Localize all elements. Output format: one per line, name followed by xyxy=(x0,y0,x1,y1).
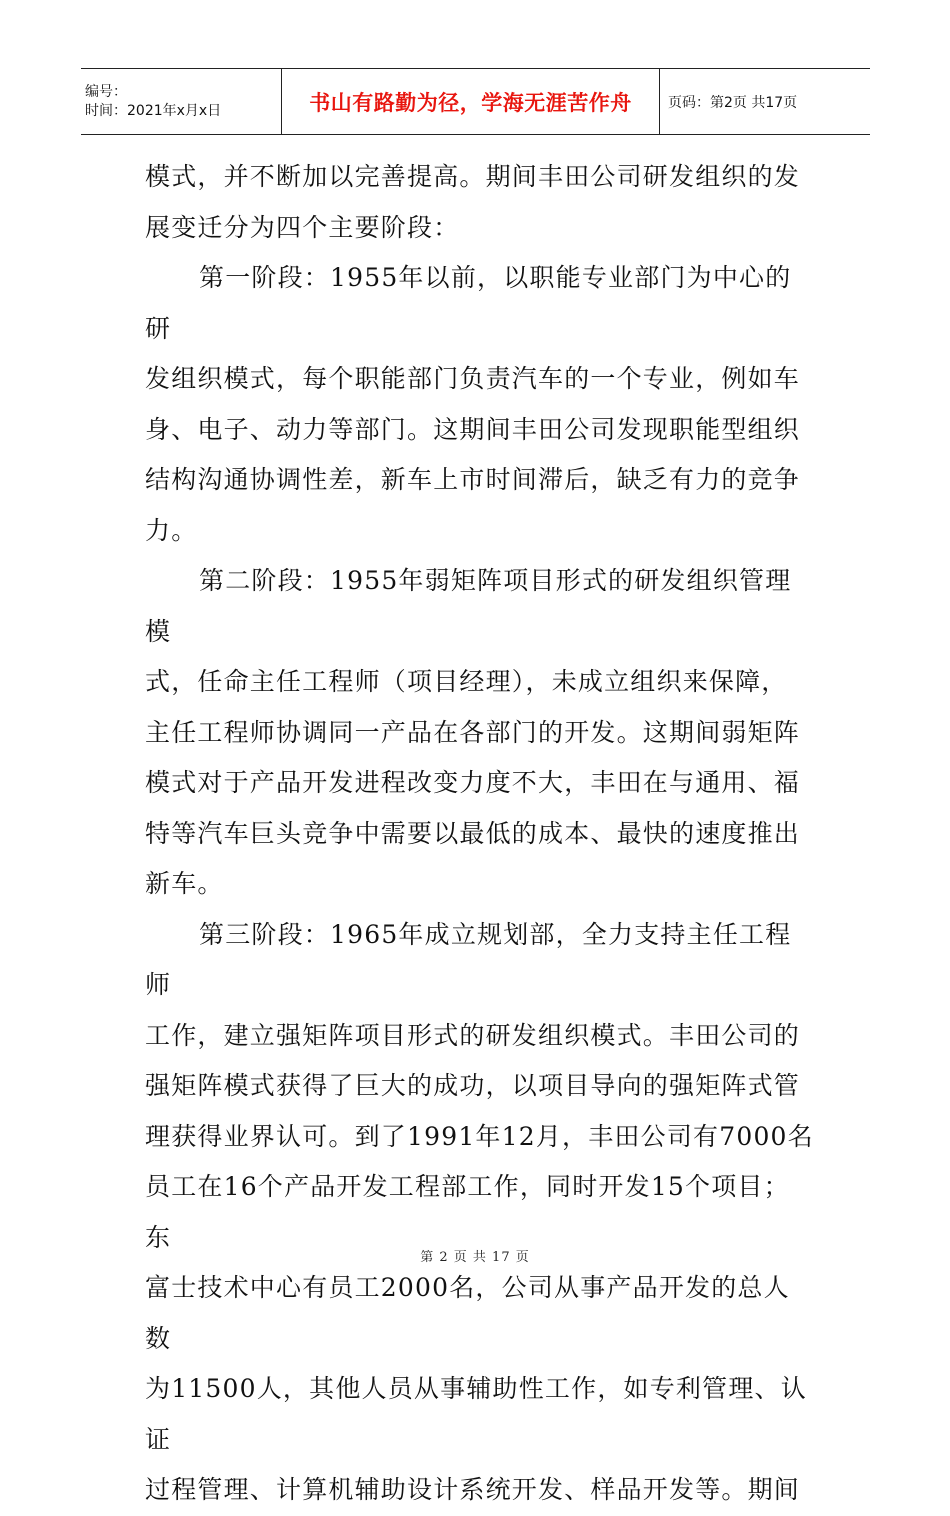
body-line: 式，任命主任工程师（项目经理），未成立组织来保障， xyxy=(145,667,788,696)
page-header xyxy=(81,68,870,135)
body-line: 富士技术中心有员工2000名，公司从事产品开发的总人数 xyxy=(145,1273,790,1353)
body-text xyxy=(145,152,815,1516)
body-line: 理获得业界认可。到了1991年12月，丰田公司有7000名 xyxy=(145,1121,814,1151)
body-line: 主任工程师协调同一产品在各部门的开发。这期间弱矩阵 xyxy=(145,717,801,747)
body-line: 特等汽车巨头竞争中需要以最低的成本、最快的速度推出 xyxy=(145,818,801,848)
body-line: 发组织模式，每个职能部门负责汽车的一个专业，例如车 xyxy=(145,364,801,393)
number-label: 编号： xyxy=(85,83,127,100)
header-meta xyxy=(81,69,282,134)
body-line: 身、电子、动力等部门。这期间丰田公司发现职能型组织 xyxy=(145,414,801,444)
page-footer: 第 2 页 共 17 页 xyxy=(420,1250,530,1265)
body-line: 为11500人，其他人员从事辅助性工作，如专利管理、认证 xyxy=(145,1374,807,1454)
body-line: 模式，并不断加以完善提高。期间丰田公司研发组织的发 xyxy=(145,162,801,191)
body-line: 力。 xyxy=(145,515,198,545)
body-line: 第一阶段：1955年以前，以职能专业部门为中心的研 xyxy=(145,263,792,343)
header-motto-cell xyxy=(282,69,660,134)
body-line: 第二阶段：1955年弱矩阵项目形式的研发组织管理模 xyxy=(145,566,792,646)
body-line: 结构沟通协调性差，新车上市时间滞后，缺乏有力的竞争 xyxy=(145,465,801,494)
body-line: 工作，建立强矩阵项目形式的研发组织模式。丰田公司的 xyxy=(145,1020,801,1050)
body-line: 新车。 xyxy=(145,869,224,898)
time-label: 时间：2021年x月x日 xyxy=(85,102,222,119)
body-line: 员工在16个产品开发工程部工作，同时开发15个项目；东 xyxy=(145,1172,790,1252)
body-line: 第三阶段：1965年成立规划部，全力支持主任工程师 xyxy=(145,919,792,999)
body-line: 强矩阵模式获得了巨大的成功，以项目导向的强矩阵式管 xyxy=(145,1071,801,1100)
page-info-text: 页码：第2页 共17页 xyxy=(668,94,798,111)
body-line: 展变迁分为四个主要阶段： xyxy=(145,212,460,242)
header-page-info xyxy=(660,69,870,134)
body-line: 过程管理、计算机辅助设计系统开发、样品开发等。期间 xyxy=(145,1475,801,1504)
body-line: 模式对于产品开发进程改变力度不大，丰田在与通用、福 xyxy=(145,768,801,797)
motto-text: 书山有路勤为径，学海无涯苦作舟 xyxy=(309,90,632,115)
